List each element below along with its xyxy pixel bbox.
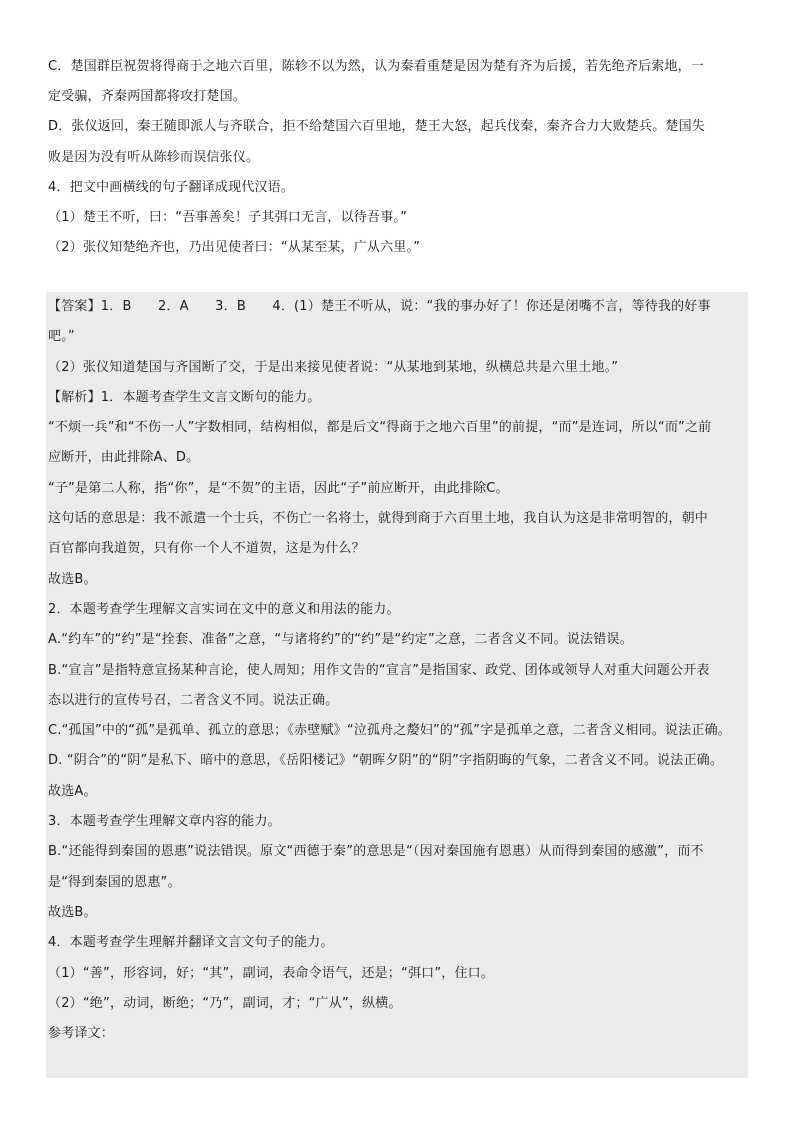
- question-section: [48, 52, 748, 263]
- analysis-line: “不烦一兵”和“不伤一人”字数相同，结构相似，都是后文“得商于之地六百里”的前提，“而”是连词，所以“而”之前: [48, 420, 712, 436]
- analysis-line: “子”是第二人称，指“你”，是“不贺”的主语，因此“子”前应断开，由此排除C。: [48, 480, 509, 496]
- analysis-heading: 【解析】1．本题考查学生文言文断句的能力。: [48, 389, 321, 405]
- analysis-line: 应断开，由此排除A、D。: [48, 450, 200, 466]
- analysis-line: D. “阴合”的“阴”是私下、暗中的意思，《岳阳楼记》“朝晖夕阴”的“阴”字指阴晦的气象，二者含义不同。说法正确。: [48, 753, 724, 769]
- analysis-line: B.“还能得到秦国的恩惠”说法错误。原文“西德于秦”的意思是“（因对秦国施有恩惠）从而得到秦国的感激”，而不: [48, 844, 704, 860]
- answer-line: 吧。”: [48, 329, 75, 345]
- option-d-line-2: 败是因为没有听从陈轸而误信张仪。: [48, 149, 260, 165]
- question-4-sentence-2: （2）张仪知楚绝齐也，乃出见使者曰：“从某至某，广从六里。”: [48, 240, 421, 256]
- analysis-line: 4．本题考查学生理解并翻译文言文句子的能力。: [48, 935, 334, 951]
- analysis-line: 百官都向我道贺，只有你一个人不道贺，这是为什么？: [48, 541, 365, 557]
- analysis-line: 这句话的意思是：我不派遣一个士兵，不伤亡一名将士，就得到商于六百里土地，我自认为这是非常明智的，朝中: [48, 511, 709, 527]
- analysis-line: （1）“善”，形容词，好；“其”，副词，表命令语气，还是；“弭口”，住口。: [48, 965, 495, 981]
- answer-panel: [46, 292, 748, 1078]
- answer-line: （2）张仪知道楚国与齐国断了交，于是出来接见使者说：“从某地到某地，纵横总共是六里土地。”: [48, 359, 619, 375]
- analysis-line: A.“约车”的“约”是“拴套、准备”之意，“与诸将约”的“约”是“约定”之意，二者含义不同。说法错误。: [48, 632, 633, 648]
- question-4-sentence-1: （1）楚王不听，曰：“吾事善矣！子其弭口无言，以待吾事。”: [48, 210, 408, 226]
- analysis-line: 是“得到秦国的恩惠”。: [48, 874, 181, 890]
- analysis-line: 故选B。: [48, 571, 97, 587]
- analysis-line: B.“宣言”是指特意宣扬某种言论，使人周知；用作文告的“宣言”是指国家、政党、团体或领导人对重大问题公开表: [48, 662, 710, 678]
- analysis-line: （2）“绝”，动词，断绝；“乃”，副词，才；“广从”，纵横。: [48, 995, 402, 1011]
- analysis-line: 态以进行的宣传号召，二者含义不同。说法正确。: [48, 692, 339, 708]
- option-d-line-1: D．张仪返回，秦王随即派人与齐联合，拒不给楚国六百里地，楚王大怒，起兵伐秦，秦齐合力大败楚兵。楚国失: [48, 119, 706, 135]
- option-c-line-2: 定受骗，齐秦两国都将攻打楚国。: [48, 89, 247, 105]
- analysis-line: 2．本题考查学生理解文言实词在文中的意义和用法的能力。: [48, 601, 400, 617]
- analysis-line: 3．本题考查学生理解文章内容的能力。: [48, 814, 281, 830]
- reference-translation-label: 参考译文：: [48, 1026, 115, 1042]
- analysis-line: 故选A。: [48, 783, 97, 799]
- analysis-line: 故选B。: [48, 904, 97, 920]
- analysis-line: C.“孤国”中的“孤”是孤单、孤立的意思；《赤壁赋》“泣孤舟之嫠妇”的“孤”字是孤单之意，二者含义相同。说法正确。: [48, 723, 731, 739]
- option-c-line-1: C．楚国群臣祝贺将得商于之地六百里，陈轸不以为然，认为秦看重楚是因为楚有齐为后援，若先绝齐后索地，一: [48, 59, 705, 74]
- answer-line: 【答案】1．B 2．A 3．B 4．(1）楚王不听从，说：“我的事办好了！你还是闭嘴不言，等待我的好事: [48, 299, 711, 314]
- question-4-title: 4．把文中画横线的句子翻译成现代汉语。: [48, 179, 295, 195]
